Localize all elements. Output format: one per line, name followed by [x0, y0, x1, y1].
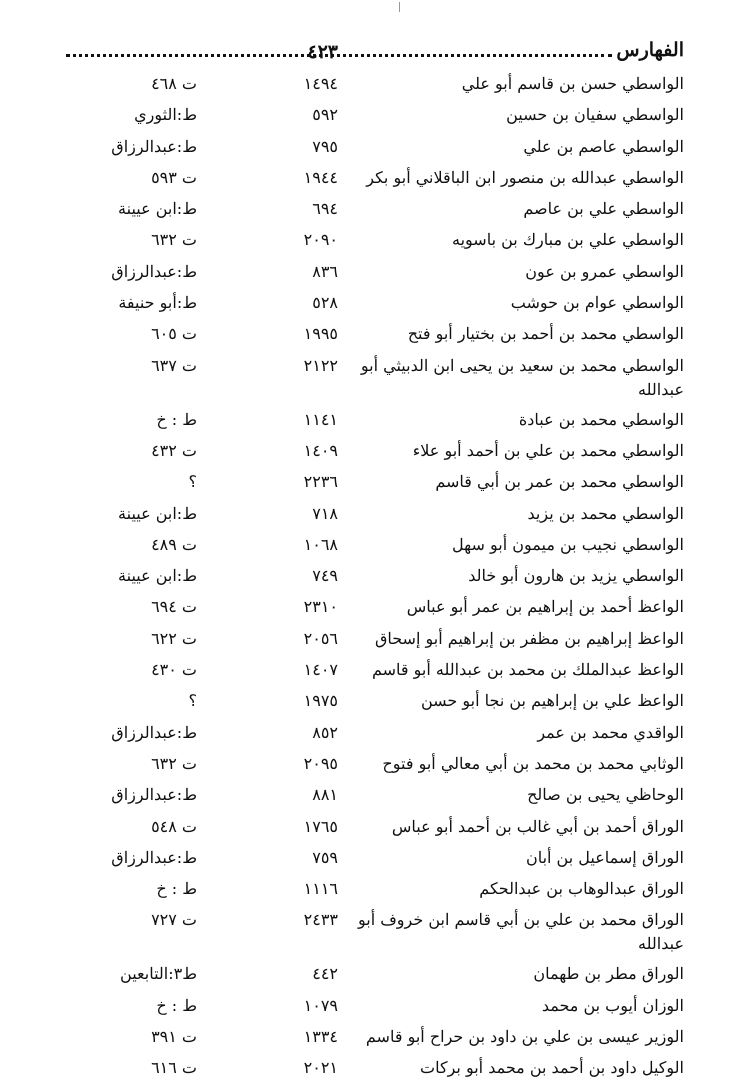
entry-reference: ط : خ [156, 409, 197, 429]
entry-name: الوثابي محمد بن محمد بن أبي معالي أبو فتوح [382, 753, 684, 773]
entry-name: الواسطي محمد بن عبادة [518, 409, 684, 429]
entry-number: ٢٣١٠ [303, 597, 338, 617]
index-row [62, 811, 684, 842]
entry-number: ٢١٢٢ [303, 355, 338, 375]
entry-number: ٧١٨ [312, 503, 338, 523]
entry-reference: ت ٦١٦ [151, 1058, 197, 1078]
entry-number: ١٩٩٥ [303, 324, 338, 344]
entry-reference: ت ٦٩٤ [151, 597, 197, 617]
entry-reference: ؟ [188, 691, 197, 711]
entry-name: الواسطي عوام بن حوشب [510, 293, 684, 313]
entry-reference: ط:عبدالرزاق [111, 261, 197, 281]
entry-reference: ت ٤٣٢ [151, 440, 197, 460]
entry-reference: ط٣:التابعين [120, 964, 197, 984]
index-row [62, 654, 684, 685]
index-row [62, 842, 684, 873]
entry-name: الوراق مطر بن طهمان [533, 964, 684, 984]
entry-reference: ت ٦٣٧ [151, 355, 197, 375]
index-row [62, 958, 684, 989]
entry-name: الواسطي محمد بن علي بن أحمد أبو علاء [412, 440, 684, 460]
index-row [62, 529, 684, 560]
entry-reference: ط:أبو حنيفة [118, 293, 197, 313]
entry-reference: ت ٥٩٣ [151, 167, 197, 187]
entry-name: الواسطي عمرو بن عون [525, 261, 684, 281]
entry-reference: ط:الثوري [134, 105, 197, 125]
entry-reference: ط:ابن عيينة [118, 199, 197, 219]
entry-number: ٥٢٨ [312, 293, 338, 313]
entry-reference: ت ٦٢٢ [151, 628, 197, 648]
entry-name: الواقدي محمد بن عمر [537, 722, 684, 742]
index-row [62, 193, 684, 224]
index-row [62, 748, 684, 779]
index-row [62, 904, 684, 958]
entry-name: الواسطي علي بن عاصم [523, 199, 684, 219]
entry-reference: ط : خ [156, 995, 197, 1015]
index-row [62, 685, 684, 716]
index-row [62, 591, 684, 622]
index-row [62, 318, 684, 349]
entry-reference: ت ٤٦٨ [151, 74, 197, 93]
entry-number: ٢٠٩٠ [303, 230, 338, 250]
entry-number: ٨٥٢ [312, 722, 338, 742]
index-row [62, 1052, 684, 1083]
entry-number: ٨٣٦ [312, 261, 338, 281]
entry-name: الواسطي علي بن مبارك بن باسويه [452, 230, 684, 250]
entry-number: ١٩٤٤ [303, 167, 338, 187]
entry-reference: ط:عبدالرزاق [111, 785, 197, 805]
index-row [62, 779, 684, 810]
entry-number: ١٤٩٤ [303, 74, 338, 93]
entry-number: ٢٠٢١ [303, 1058, 338, 1078]
entry-number: ٢٢٣٦ [303, 472, 338, 492]
entry-number: ٥٩٢ [312, 105, 338, 125]
entry-reference: ط:عبدالرزاق [111, 722, 197, 742]
entry-reference: ط:عبدالرزاق [111, 847, 197, 867]
entry-reference: ت ٦٠٥ [151, 324, 197, 344]
entry-reference: ت ٦٣٢ [151, 753, 197, 773]
entry-name: الوراق أحمد بن أبي غالب بن أحمد أبو عباس [391, 816, 684, 836]
index-row [62, 1021, 684, 1052]
entry-number: ١٤٠٩ [303, 440, 338, 460]
entry-number: ١١١٦ [303, 879, 338, 899]
entry-number: ٢٠٩٥ [303, 753, 338, 773]
index-row [62, 623, 684, 654]
entry-reference: ط:ابن عيينة [118, 503, 197, 523]
entry-name: الوحاظي يحيى بن صالح [527, 785, 684, 805]
entry-name: الوزير عيسى بن علي بن داود بن حراح أبو قاسم [365, 1027, 684, 1047]
index-row [62, 498, 684, 529]
entry-reference: ت ٣٩١ [151, 1027, 197, 1047]
entry-number: ٢٠٥٦ [303, 628, 338, 648]
entry-name: الوراق عبدالوهاب بن عبدالحكم [479, 879, 684, 899]
entry-name: الواسطي محمد بن سعيد بن يحيى ابن الدبيثي أبو عبدالله [360, 355, 684, 399]
entry-reference: ت ٤٣٠ [151, 660, 197, 680]
index-row [62, 224, 684, 255]
entry-reference: ط:ابن عيينة [118, 566, 197, 586]
index-row [62, 68, 684, 99]
entry-name: الواسطي عاصم بن علي [523, 136, 684, 156]
index-row [62, 990, 684, 1021]
index-row [62, 131, 684, 162]
entry-number: ٨٨١ [312, 785, 338, 805]
entry-reference: ط:عبدالرزاق [111, 136, 197, 156]
entry-name: الواعظ عبدالملك بن محمد بن عبدالله أبو قاسم [371, 660, 684, 680]
entry-name: الوراق محمد بن علي بن أبي قاسم ابن خروف أبو عبدالله [357, 910, 684, 954]
entry-number: ٧٥٩ [312, 847, 338, 867]
entry-name: الوراق إسماعيل بن أبان [525, 847, 684, 867]
entry-name: الواسطي نجيب بن ميمون أبو سهل [451, 534, 684, 554]
entry-reference: ت ٦٣٢ [151, 230, 197, 250]
page-header [62, 36, 684, 64]
page-number: ٤٢٣ [307, 41, 338, 63]
entry-number: ١٩٧٥ [303, 691, 338, 711]
entry-reference: ط : خ [156, 879, 197, 899]
entry-name: الواسطي حسن بن قاسم أبو علي [461, 74, 684, 93]
entry-name: الوزان أيوب بن محمد [541, 995, 684, 1015]
entry-reference: ت ٥٤٨ [151, 816, 197, 836]
entry-name: الواسطي محمد بن يزيد [527, 503, 684, 523]
page-title: الفهارس [616, 39, 684, 61]
entry-name: الواعظ علي بن إبراهيم بن نجا أبو حسن [420, 691, 684, 711]
entry-number: ١١٤١ [303, 409, 338, 429]
index-row [62, 99, 684, 130]
entry-name: الواعظ أحمد بن إبراهيم بن عمر أبو عباس [406, 597, 684, 617]
entry-name: الواسطي عبدالله بن منصور ابن الباقلاني أبو بكر [366, 167, 684, 187]
entry-number: ٦٩٤ [312, 199, 338, 219]
index-row [62, 162, 684, 193]
index-row [62, 404, 684, 435]
entry-reference: ت ٤٨٩ [151, 534, 197, 554]
entry-number: ١٠٧٩ [303, 995, 338, 1015]
entry-number: ١٧٦٥ [303, 816, 338, 836]
header-dot-leader [66, 52, 612, 57]
entry-reference: ت ٧٢٧ [151, 910, 197, 930]
index-row [62, 287, 684, 318]
entry-name: الوكيل داود بن أحمد بن محمد أبو بركات [420, 1058, 684, 1078]
entry-number: ١٠٦٨ [303, 534, 338, 554]
index-row [62, 435, 684, 466]
index-row [62, 466, 684, 497]
entry-name: الواسطي يزيد بن هارون أبو خالد [468, 566, 684, 586]
index-entries [62, 68, 684, 1084]
index-row [62, 717, 684, 748]
index-row [62, 350, 684, 404]
index-row [62, 256, 684, 287]
entry-name: الواسطي محمد بن عمر بن أبي قاسم [435, 472, 684, 492]
entry-number: ٧٤٩ [312, 566, 338, 586]
entry-name: الواسطي محمد بن أحمد بن بختيار أبو فتح [407, 324, 684, 344]
entry-number: ٤٤٢ [312, 964, 338, 984]
entry-number: ١٤٠٧ [303, 660, 338, 680]
entry-number: ٧٩٥ [312, 136, 338, 156]
entry-number: ١٣٣٤ [303, 1027, 338, 1047]
entry-reference: ؟ [188, 472, 197, 492]
index-row [62, 560, 684, 591]
scan-mark [399, 2, 400, 12]
entry-name: الواعظ إبراهيم بن مظفر بن إبراهيم أبو إسحاق [374, 628, 684, 648]
index-row [62, 873, 684, 904]
entry-name: الواسطي سفيان بن حسين [506, 105, 684, 125]
entry-number: ٢٤٣٣ [303, 910, 338, 930]
